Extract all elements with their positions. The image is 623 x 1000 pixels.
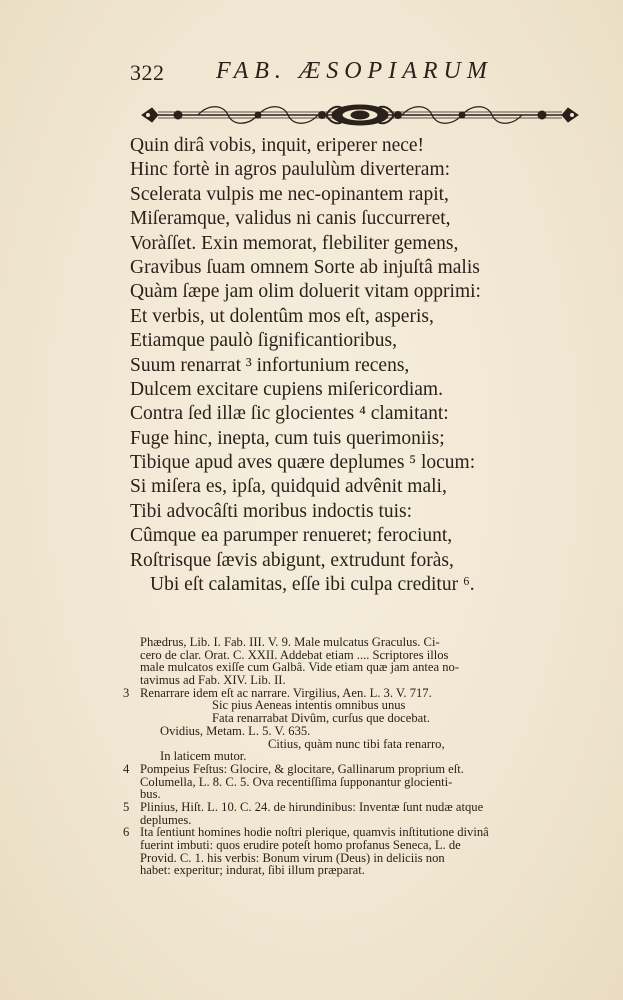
verse-line: Miſeramque, validus ni canis ſuccurreret, xyxy=(130,208,451,230)
footnote-text: Sic pius Aeneas intentis omnibus unus xyxy=(212,698,406,713)
footnote-text: Columella, L. 8. C. 5. Ova recentiſſima ſupponantur glocienti- xyxy=(140,774,453,789)
verse-line: Hinc fortè in agros paululùm diverteram: xyxy=(130,159,451,181)
footnote-text: tavimus ad Fab. XIV. Lib. II. xyxy=(140,673,286,688)
verse-line: Contra ſed illæ ſic glocientes ⁴ clamitant: xyxy=(130,403,449,425)
verse-line: Ubi eſt calamitas, eſſe ibi culpa creditur ⁶. xyxy=(150,574,475,596)
verse-line: Gravibus ſuam omnem Sorte ab injuſtâ malis xyxy=(130,256,480,278)
page-header xyxy=(130,58,530,92)
verse-line: Si miſera es, ipſa, quidquid advênit mali, xyxy=(130,476,447,498)
footnote-text: Ita ſentiunt homines hodie noſtri plerique, quamvis inſtitutione divinâ xyxy=(140,825,489,840)
footnote-number: 5 xyxy=(123,799,130,814)
footnote-text: male mulcatos exiſſe cum Galbâ. Vide etiam quæ jam antea no- xyxy=(140,660,460,675)
footnote-line xyxy=(140,776,590,789)
footnote-text: Renarrare idem eſt ac narrare. Virgilius, Aen. L. 3. V. 717. xyxy=(140,685,432,700)
verse-line: Tibi advocâſti moribus indoctis tuis: xyxy=(130,500,413,522)
verse-line: Et verbis, ut dolentûm mos eſt, asperis, xyxy=(130,305,434,327)
verse-line: Quin dirâ vobis, inquit, eriperer nece! xyxy=(130,135,425,156)
verse-line: Quàm ſæpe jam olim doluerit vitam opprimi: xyxy=(130,281,481,303)
verse-line: Tibique apud aves quære deplumes ⁵ locum: xyxy=(130,452,476,474)
verse-line: Dulcem excitare cupiens miſericordiam. xyxy=(130,378,443,400)
footnote-line xyxy=(123,799,590,814)
floral-headpiece-ornament-icon xyxy=(138,102,582,128)
footnote-text: Ovidius, Metam. L. 5. V. 635. xyxy=(160,723,311,738)
verse-line: Fuge hinc, inepta, cum tuis querimoniis; xyxy=(130,427,445,449)
footnote-text: Plinius, Hiſt. L. 10. C. 24. de hirundinibus: Inventæ ſunt nudæ atque xyxy=(140,799,484,814)
footnote-text: Pompeius Feſtus: Glocire, & glocitare, Gallinarum proprium eſt. xyxy=(140,761,464,776)
footnote-line xyxy=(140,864,590,877)
footnote-text: deplumes. xyxy=(140,812,192,827)
verse-line: Scelerata vulpis me nec-opinantem rapit, xyxy=(130,183,449,205)
footnote-text: cero de clar. Orat. C. XXII. Addebat etiam .... Scriptores illos xyxy=(140,647,449,662)
verse-line: Etiamque paulò ſignificantioribus, xyxy=(130,330,397,352)
footnote-text: bus. xyxy=(140,787,161,802)
running-title: FAB. ÆSOPIARUM xyxy=(216,58,493,84)
footnote-number: 4 xyxy=(123,761,130,776)
footnote-text: Fata renarrabat Divûm, curſus que docebat. xyxy=(212,711,430,726)
page-number: 322 xyxy=(130,60,165,85)
footnote-text: In laticem mutor. xyxy=(160,749,247,764)
footnote-text: habet: experitur; indurat, ſibi illum præparat. xyxy=(140,863,365,878)
footnote-text: Provid. C. 1. his verbis: Bonum virum (Deus) in deliciis non xyxy=(140,850,445,865)
footnote-number: 3 xyxy=(123,685,130,700)
fable-verse-text xyxy=(130,134,590,597)
verse-line: Roſtrisque ſævis abigunt, extrudunt foràs, xyxy=(130,549,454,571)
footnote-text: Citius, quàm nunc tibi fata renarro, xyxy=(268,736,445,751)
verse-line: Suum renarrat ³ infortunium recens, xyxy=(130,354,410,376)
verse-line: Cûmque ea parumper renueret; ferociunt, xyxy=(130,525,453,547)
footnote-number: 6 xyxy=(123,825,130,840)
footnotes xyxy=(123,635,590,878)
footnote-text: Phædrus, Lib. I. Fab. III. V. 9. Male mulcatus Graculus. Ci- xyxy=(140,635,440,649)
verse-line: Voràſſet. Exin memorat, flebiliter gemens, xyxy=(130,232,459,254)
footnote-text: fuerint imbuti: quos erudire poteſt homo profanus Seneca, L. de xyxy=(140,838,461,852)
